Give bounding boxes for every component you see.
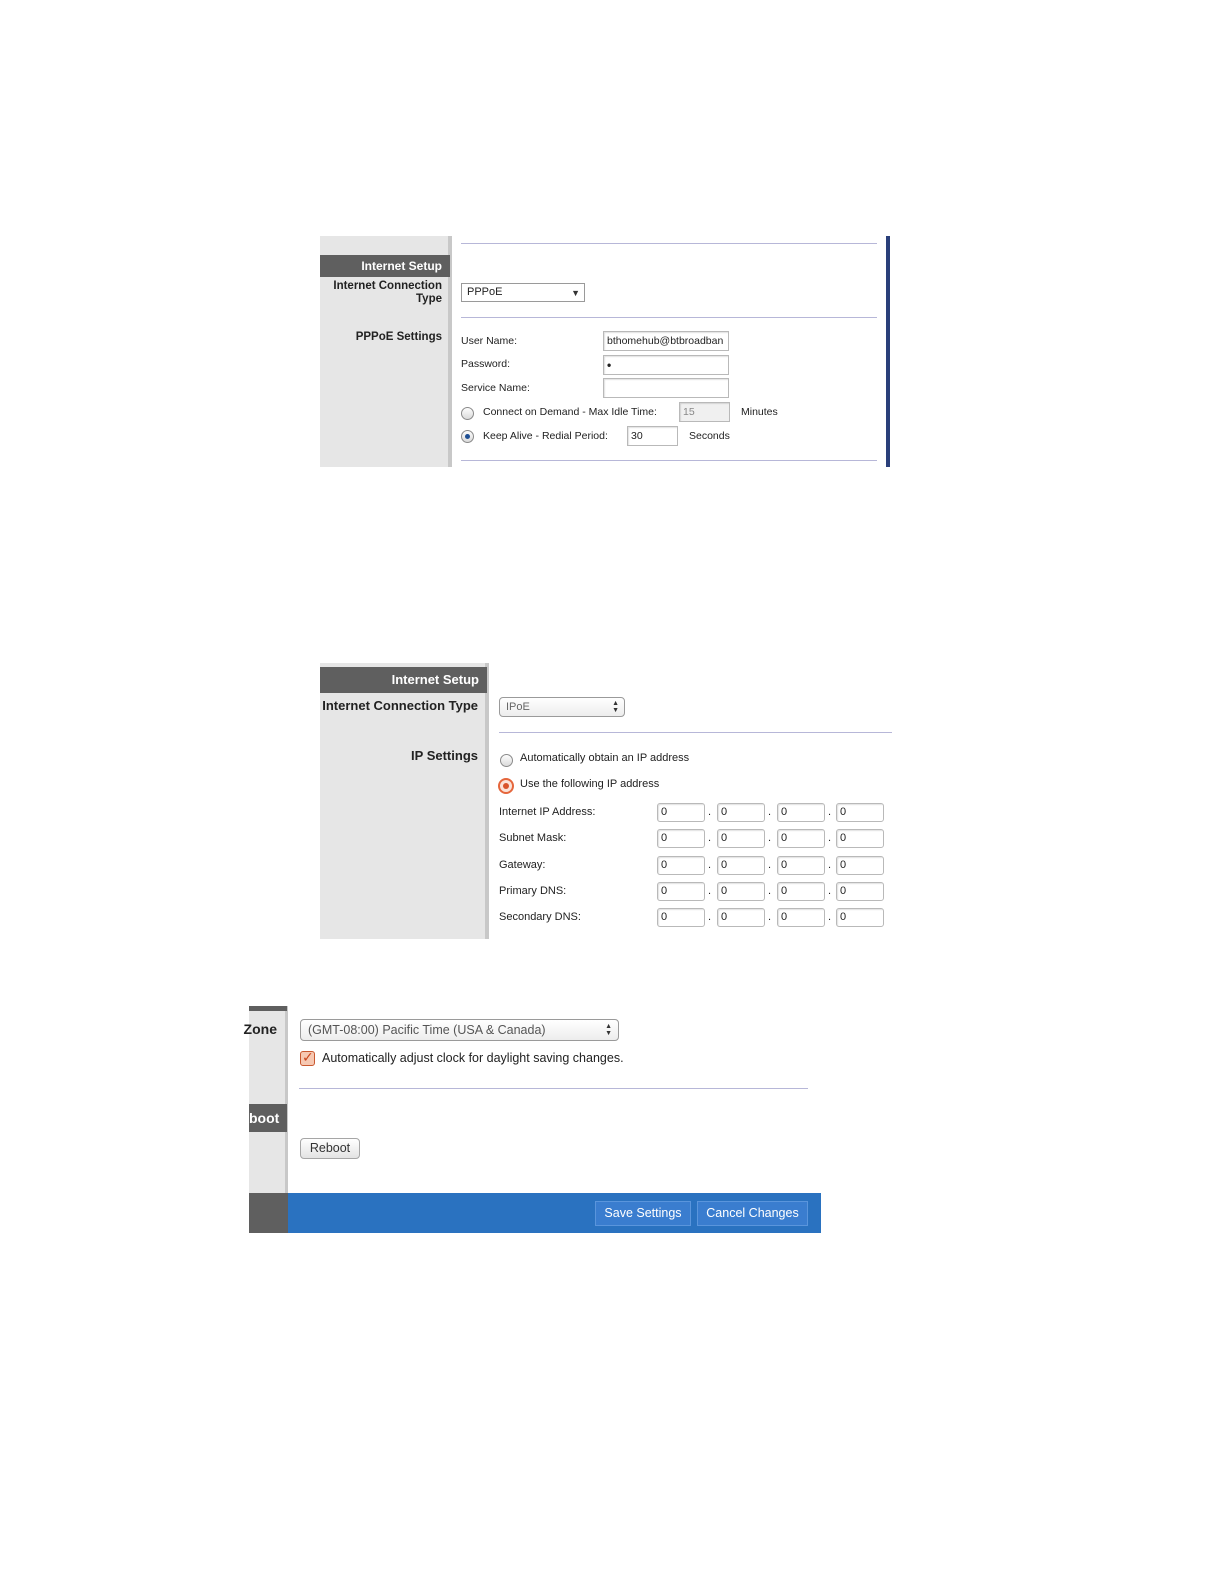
divider-middle	[461, 317, 877, 318]
auto-ip-radio[interactable]	[500, 754, 513, 767]
static-ip-radio[interactable]	[498, 778, 514, 794]
octet-separator: .	[708, 832, 712, 845]
redial-period-input[interactable]: 30	[627, 426, 678, 446]
ip-row-label: Subnet Mask:	[499, 832, 567, 845]
service-name-input[interactable]	[603, 378, 729, 398]
seconds-label: Seconds	[689, 430, 730, 442]
time-zone-value: (GMT-08:00) Pacific Time (USA & Canada)	[308, 1023, 546, 1037]
ip-octet-input[interactable]: 0	[777, 856, 825, 875]
reboot-button[interactable]: Reboot	[300, 1138, 360, 1159]
ip-octet-input[interactable]: 0	[836, 856, 884, 875]
octet-separator: .	[768, 911, 772, 924]
username-label: User Name:	[461, 335, 518, 347]
ip-octet-input[interactable]: 0	[777, 882, 825, 901]
time-zone-select[interactable]	[300, 1019, 619, 1041]
sidebar-top-cap	[249, 1006, 287, 1011]
octet-separator: .	[708, 806, 712, 818]
connection-type-label-line2: Type	[416, 293, 442, 305]
ip-row-label: Secondary DNS:	[499, 911, 581, 924]
time-zone-label: Zone	[243, 1021, 277, 1037]
cancel-changes-button[interactable]: Cancel Changes	[697, 1201, 808, 1226]
section-header: Internet Setup	[320, 255, 450, 277]
service-name-label: Service Name:	[461, 382, 530, 394]
divider-bottom	[461, 460, 877, 461]
pppoe-settings-label: PPPoE Settings	[355, 331, 442, 343]
connection-type-label-line1: Internet Connection	[333, 280, 442, 292]
ip-octet-input[interactable]: 0	[777, 829, 825, 848]
reboot-section-header: boot	[249, 1104, 287, 1132]
ip-octet-input[interactable]: 0	[717, 803, 765, 822]
ipoe-settings-panel	[320, 663, 892, 939]
radio-selected-dot	[503, 783, 509, 789]
connection-type-label	[320, 280, 442, 306]
right-border	[886, 236, 890, 467]
ip-octet-input[interactable]: 0	[717, 882, 765, 901]
ip-octet-input[interactable]: 0	[777, 803, 825, 822]
max-idle-time-input[interactable]: 15	[679, 402, 730, 422]
octet-separator: .	[768, 806, 772, 818]
divider	[299, 1088, 808, 1089]
password-label: Password:	[461, 358, 511, 370]
octet-separator: .	[768, 884, 772, 897]
divider	[499, 732, 892, 733]
octet-separator: .	[768, 858, 772, 871]
keep-alive-radio[interactable]	[461, 430, 474, 443]
stepper-arrows-icon: ▲ ▼	[605, 1023, 612, 1037]
password-input[interactable]: •	[603, 355, 729, 375]
ip-octet-input[interactable]: 0	[657, 882, 705, 901]
ip-row-label: Primary DNS:	[499, 884, 567, 897]
octet-separator: .	[828, 858, 832, 871]
ip-row-label: Internet IP Address:	[499, 806, 596, 818]
connection-type-value: PPPoE	[467, 286, 503, 298]
section-header: Internet Setup	[320, 667, 487, 693]
connection-type-value: IPoE	[506, 701, 530, 713]
keep-alive-label: Keep Alive - Redial Period:	[483, 430, 608, 442]
minutes-label: Minutes	[741, 406, 778, 418]
ip-octet-input[interactable]: 0	[777, 908, 825, 927]
ip-octet-input[interactable]: 0	[836, 908, 884, 927]
stepper-arrows-icon: ▲ ▼	[612, 700, 619, 714]
ip-octet-input[interactable]: 0	[717, 908, 765, 927]
connection-type-select[interactable]	[461, 283, 585, 302]
static-ip-label: Use the following IP address	[520, 778, 660, 790]
divider-top	[461, 243, 877, 244]
ip-octet-input[interactable]: 0	[836, 803, 884, 822]
dst-checkbox[interactable]	[300, 1051, 315, 1066]
connect-on-demand-radio[interactable]	[461, 407, 474, 420]
dst-label: Automatically adjust clock for daylight saving changes.	[322, 1051, 624, 1065]
connect-on-demand-label: Connect on Demand - Max Idle Time:	[483, 406, 657, 418]
save-settings-button[interactable]: Save Settings	[595, 1201, 691, 1226]
octet-separator: .	[708, 911, 712, 924]
octet-separator: .	[828, 884, 832, 897]
ip-octet-input[interactable]: 0	[657, 908, 705, 927]
ip-octet-input[interactable]: 0	[836, 829, 884, 848]
username-input[interactable]: bthomehub@btbroadban	[603, 331, 729, 351]
connection-type-select[interactable]	[499, 697, 625, 717]
ip-row-label: Gateway:	[499, 858, 546, 871]
ip-octet-input[interactable]: 0	[657, 829, 705, 848]
footer-bar-left	[249, 1193, 288, 1233]
auto-ip-label: Automatically obtain an IP address	[520, 752, 690, 764]
pppoe-settings-panel	[320, 236, 892, 467]
time-reboot-panel	[243, 1006, 821, 1233]
ip-octet-input[interactable]: 0	[657, 856, 705, 875]
ip-octet-input[interactable]: 0	[717, 856, 765, 875]
octet-separator: .	[708, 884, 712, 897]
octet-separator: .	[828, 832, 832, 845]
octet-separator: .	[828, 806, 832, 818]
octet-separator: .	[768, 832, 772, 845]
ip-octet-input[interactable]: 0	[836, 882, 884, 901]
chevron-down-icon: ▼	[571, 288, 580, 298]
ip-octet-input[interactable]: 0	[717, 829, 765, 848]
ip-settings-label: IP Settings	[411, 748, 478, 763]
sidebar-edge	[485, 663, 489, 939]
octet-separator: .	[708, 858, 712, 871]
octet-separator: .	[828, 911, 832, 924]
checkmark-icon: ✓	[302, 1049, 314, 1065]
ip-octet-input[interactable]: 0	[657, 803, 705, 822]
radio-selected-dot	[465, 434, 470, 439]
connection-type-label: Internet Connection Type	[322, 698, 478, 713]
